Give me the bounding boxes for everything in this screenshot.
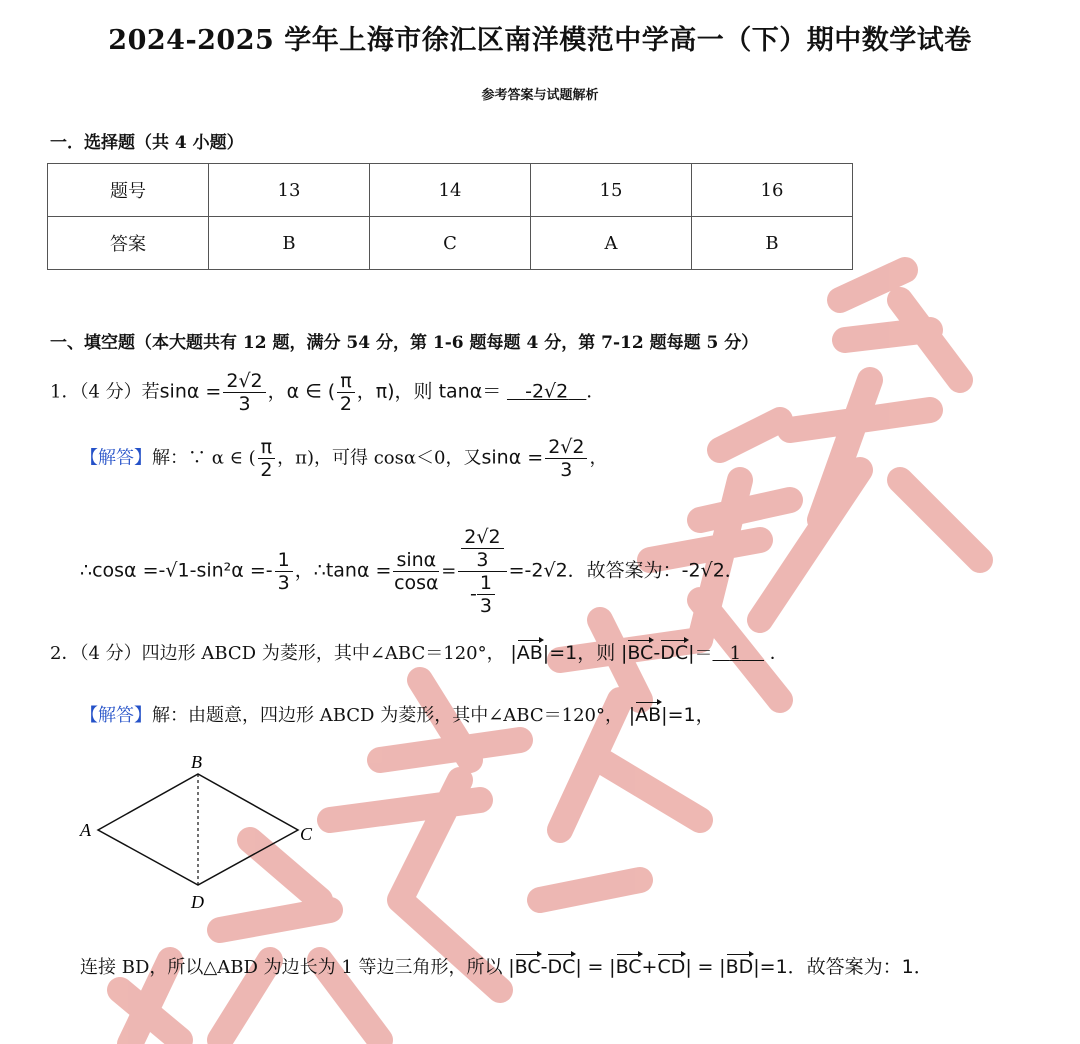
q1-tail: ，π)，则 tanα＝ [356, 380, 502, 403]
section-heading-choice: 一．选择题（共 4 小题） [50, 133, 244, 153]
minus-sign: - [469, 583, 477, 605]
solution-text: ，π)，可得 cosα＜0，又 [277, 447, 482, 469]
vector: BD [725, 956, 754, 978]
q1-answer-value: -2√2 [525, 380, 569, 403]
q2-answer-value: 1 [729, 643, 742, 664]
table-cell: A [531, 217, 692, 270]
table-row [48, 164, 853, 217]
vertex-label-b: B [191, 752, 202, 772]
denominator: 3 [560, 459, 573, 481]
numerator: 1 [275, 549, 293, 572]
derivation: ∴cosα =-√1-sin²α =- [80, 559, 273, 582]
derivation: ，∴tanα = [294, 559, 392, 582]
q1-solution-line [80, 436, 607, 481]
vertex-label-c: C [300, 824, 313, 844]
vector: DC [547, 956, 576, 978]
q1-derivation-line: ∴cosα =-√1-sin²α =- $\frac{1}{3}$ ，∴tanα = $\frac{\sin\alpha}{\cos\alpha}$ = $\frac{2√2}{3}$ - $\frac{1}{3}$ =-2√2．故答案为：-2√2． [80, 526, 744, 617]
q2-eq: ＝ [694, 643, 713, 664]
derivation: =-2√2．故答案为：-2√2． [508, 559, 744, 582]
compound-fraction [458, 526, 506, 617]
answer-table [47, 163, 853, 270]
vector: BC [627, 642, 654, 664]
q2-solution-line [80, 700, 715, 727]
abs-expression: |AB| [628, 704, 668, 726]
numerator [458, 526, 506, 572]
numerator: π [337, 370, 354, 393]
vertex-label-d: D [191, 892, 204, 912]
vector: DC [660, 642, 689, 664]
vector: BC [514, 956, 541, 978]
solution-tag: 【解答】 [80, 447, 152, 469]
table-cell: B [209, 217, 370, 270]
question-2 [50, 638, 788, 665]
solution-text: ， [589, 447, 608, 469]
q1-sin: sinα = [481, 446, 544, 469]
fraction [223, 370, 265, 415]
conclusion-text: =1．故答案为：1． [759, 956, 933, 978]
table-cell: C [370, 217, 531, 270]
q1-answer [507, 381, 586, 403]
numerator: 1 [477, 572, 495, 595]
vertex-label-a: A [80, 820, 91, 840]
solution-text: =1， [667, 704, 715, 726]
fraction [477, 572, 495, 617]
table-cell: B [692, 217, 853, 270]
fraction [275, 549, 293, 594]
table-header-cell: 答案 [48, 217, 209, 270]
denominator: 3 [238, 393, 251, 415]
q1-sin: sinα = [159, 380, 222, 403]
fraction [393, 549, 439, 594]
table-cell: 15 [531, 164, 692, 217]
q1-end: ． [586, 381, 605, 403]
numerator: 2√2 [461, 526, 503, 549]
abs-expression: |AB| [510, 642, 550, 664]
denominator: 2 [339, 393, 352, 415]
q1-mid: ，α ∈ ( [267, 380, 336, 403]
q2-text: 2．（4 分）四边形 ABCD 为菱形，其中∠ABC＝120°， [50, 643, 505, 664]
denominator: cosα [394, 572, 439, 594]
table-cell: 13 [209, 164, 370, 217]
question-1 [50, 370, 604, 415]
denominator [458, 572, 506, 617]
vector: AB [516, 642, 543, 664]
numerator: sinα [393, 549, 439, 572]
numerator: π [258, 436, 275, 459]
vector: CD [657, 956, 686, 978]
conclusion-text: 连接 BD，所以△ABD 为边长为 1 等边三角形，所以 [80, 957, 503, 978]
denominator: 2 [260, 459, 273, 481]
solution-tag: 【解答】 [80, 705, 152, 726]
solution-text: 解：由题意，四边形 ABCD 为菱形，其中∠ABC＝120°， [152, 705, 623, 726]
fraction [337, 370, 354, 415]
table-cell: 16 [692, 164, 853, 217]
numerator: 2√2 [545, 436, 587, 459]
vector: AB [635, 704, 662, 726]
abs-expression: |BC+CD| [609, 956, 692, 978]
q2-end: ． [769, 643, 788, 664]
q2-answer [713, 643, 765, 664]
section-heading-fill: 一、填空题（本大题共有 12 题，满分 54 分，第 1-6 题每题 4 分，第 7-12 题每题 5 分） [50, 333, 759, 353]
abs-expression: |BC-DC| [620, 642, 695, 664]
denominator: 3 [476, 549, 489, 571]
q2-conclusion-line: 连接 BD，所以△ABD 为边长为 1 等边三角形，所以 |BC-DC| = |BC+CD| = |BD|=1．故答案为：1． [80, 956, 933, 978]
fraction [461, 526, 503, 571]
abs-expression: |BC-DC| [508, 956, 582, 978]
vector: BC [615, 956, 642, 978]
abs-expression: |BD| [719, 956, 760, 978]
page-title: 2024-2025 学年上海市徐汇区南洋模范中学高一（下）期中数学试卷 [108, 25, 972, 56]
fraction [545, 436, 587, 481]
numerator: 2√2 [223, 370, 265, 393]
solution-text: 解：∵ α ∈ ( [152, 447, 256, 469]
table-row [48, 217, 853, 270]
rhombus-diagram [78, 750, 338, 920]
table-header-cell: 题号 [48, 164, 209, 217]
fraction [258, 436, 275, 481]
denominator: 3 [479, 595, 492, 617]
denominator: 3 [277, 572, 290, 594]
table-cell: 14 [370, 164, 531, 217]
page-subtitle: 参考答案与试题解析 [481, 88, 599, 103]
q1-prefix: 1．（4 分）若 [50, 381, 160, 403]
q2-eq: =1，则 [549, 642, 616, 664]
